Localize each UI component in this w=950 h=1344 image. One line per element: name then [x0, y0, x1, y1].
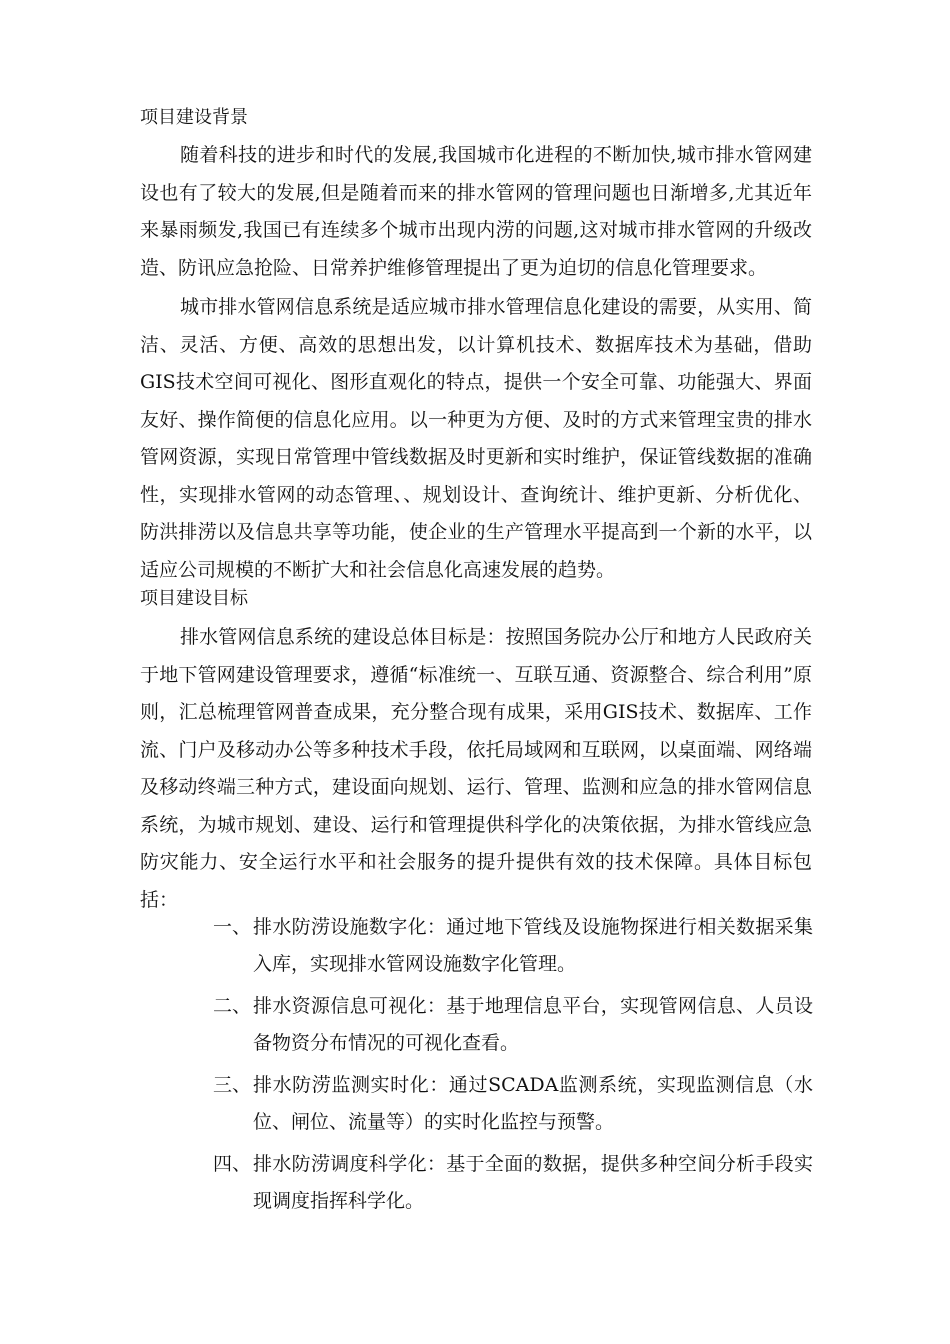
- goal-item-4: [213, 1146, 813, 1220]
- goal-marker: 一、: [213, 916, 252, 938]
- background-paragraph-1: 随着科技的进步和时代的发展,我国城市化进程的不断加快,城市排水管网建设也有了较大的发展,但是随着而来的排水管网的管理问题也日渐增多,尤其近年来暴雨频发,我国已有连续多个城市出现内涝的问题,这对城市排水管网的升级改造、防讯应急抢险、日常养护维修管理提出了更为迫切的信息化管理要求。: [140, 144, 812, 279]
- goal-marker: 二、: [213, 995, 252, 1017]
- goal-text: 排水防涝监测实时化：通过SCADA监测系统，实现监测信息（水位、闸位、流量等）的实时化监控与预警。: [253, 1074, 813, 1133]
- goal-item-2: [213, 988, 813, 1062]
- background-paragraph-2: 城市排水管网信息系统是适应城市排水管理信息化建设的需要，从实用、简洁、灵活、方便、高效的思想出发，以计算机技术、数据库技术为基础，借助GIS技术空间可视化、图形直观化的特点，提供一个安全可靠、功能强大、界面友好、操作简便的信息化应用。以一种更为方便、及时的方式来管理宝贵的排水管网资源，实现日常管理中管线数据及时更新和实时维护，保证管线数据的准确性，实现排水管网的动态管理、、规划设计、查询统计、维护更新、分析优化、防洪排涝以及信息共享等功能，使企业的生产管理水平提高到一个新的水平，以适应公司规模的不断扩大和社会信息化高速发展的趋势。: [140, 296, 812, 581]
- goal-marker: 三、: [213, 1074, 252, 1096]
- goal-text: 排水资源信息可视化：基于地理信息平台，实现管网信息、人员设备物资分布情况的可视化查看。: [253, 995, 813, 1054]
- goal-item-3: [213, 1067, 813, 1141]
- goal-item-1: [213, 909, 813, 983]
- section-heading-goals: 项目建设目标: [140, 588, 248, 609]
- goal-text: 排水防涝调度科学化：基于全面的数据，提供多种空间分析手段实现调度指挥科学化。: [253, 1153, 813, 1212]
- section-heading-background: 项目建设背景: [140, 107, 248, 128]
- goal-marker: 四、: [213, 1153, 252, 1175]
- goal-text: 排水防涝设施数字化：通过地下管线及设施物探进行相关数据采集入库，实现排水管网设施数字化管理。: [253, 916, 813, 975]
- goals-paragraph: 排水管网信息系统的建设总体目标是：按照国务院办公厅和地方人民政府关于地下管网建设管理要求，遵循“标准统一、互联互通、资源整合、综合利用”原则，汇总梳理管网普查成果，充分整合现有成果，采用GIS技术、数据库、工作流、门户及移动办公等多种技术手段，依托局域网和互联网，以桌面端、网络端及移动终端三种方式，建设面向规划、运行、管理、监测和应急的排水管网信息系统，为城市规划、建设、运行和管理提供科学化的决策依据，为排水管线应急防灾能力、安全运行水平和社会服务的提升提供有效的技术保障。具体目标包括：: [140, 626, 812, 911]
- goals-list: [213, 909, 813, 1225]
